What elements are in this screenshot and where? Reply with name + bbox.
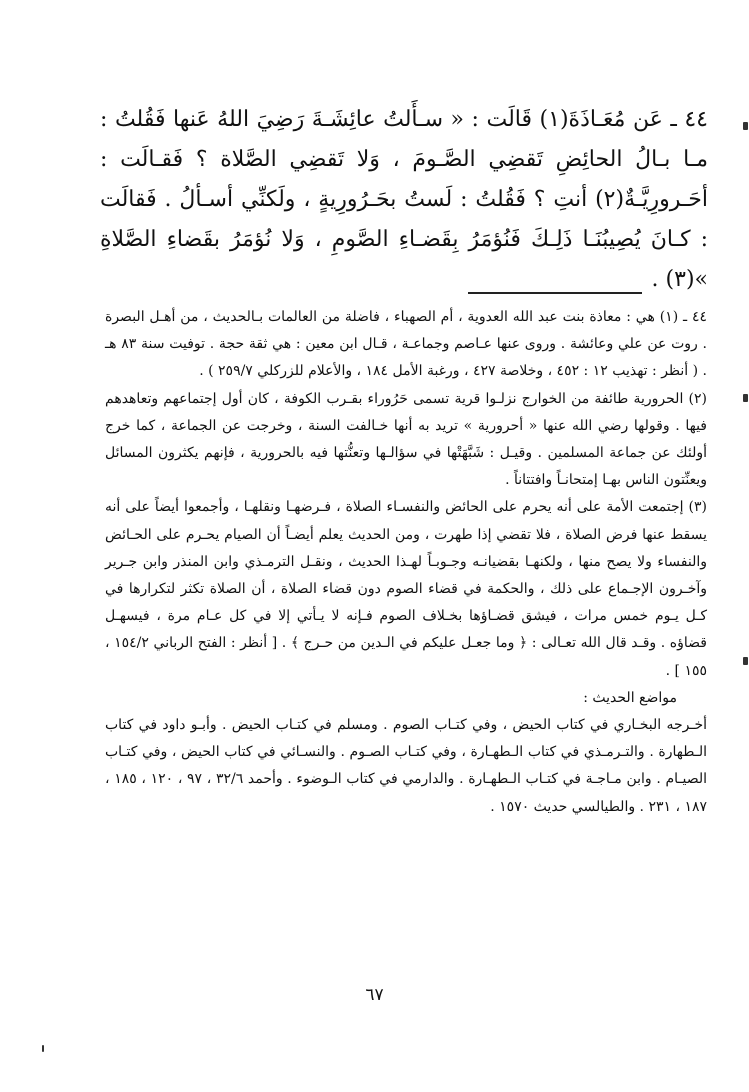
- margin-mark: [42, 1045, 44, 1052]
- margin-mark: [743, 394, 748, 402]
- footnote-1: ٤٤ ـ (١) هي : معاذة بنت عبد الله العدوية ، أم الصهباء ، فاضلة من العالمات بـالحديث ، من أهـل البصرة . روت عن علي وعائشة . وروى عنها عـاصم وجماعـة ، قـال ابن معين : هي ثقة حجة . توفيت سنة ٨٣ هـ . ( أنظر : تهذيب ١٢ : ٤٥٢ ، وخلاصة ٤٢٧ ، ورغبة الأمل ١٨٤ ، والأعلام للزركلي ٢٥٩/٧ ) .: [105, 309, 707, 380]
- footnote-2: (٢) الحرورية طائفة من الخوارج نزلـوا قرية تسمى حَرُوراء بقـرب الكوفة ، كان أول إجتماعهم وتعاهدهم فيها . وقولها رضي الله عنها « أحرورية » تريد به أنها خـالفت السنة ، وخرجت عن الجماعة ، كما خرج أولئك عن جماعة المسلمين . وقيـل : شَبَّهَتْها في سؤالـها وتعنُّتها فيه بالحرورية ، فإنهم يكثرون المسائل ويعنِّتون الناس بهـا إمتحانـاً وافتتاناً .: [105, 390, 707, 489]
- hadith-paragraph: ٤٤ ـ عَن مُعَـاذَةَ(١) قَالَت : « سـأَلتُ عائِشَـةَ رَضِيَ اللهُ عَنها فَقُلتُ : مـا بـالُ الحائِضِ تَقضِي الصَّـومَ ، وَلا تَقضِي الصَّلاة ؟ فَقـالَت : أحَـرورِيَّـةٌ(٢) أنتِ ؟ فَقُلتُ : لَستُ بحَـرُورِيةٍ ، ولَكنِّي أسـألُ . فَقالَت : كـانَ يُصِيبُنَـا ذَلِـكَ فَنُؤمَرُ بِقَضـاءِ الصَّومِ ، وَلا نُؤمَرُ بقَضاءِ الصَّلاةِ »(٣) .: [100, 107, 708, 292]
- hadith-text: [100, 100, 708, 300]
- margin-mark: [743, 657, 748, 665]
- footnote-separator: [468, 292, 642, 294]
- hadith-sources-heading: مواضع الحديث :: [583, 689, 677, 706]
- hadith-sources: أخـرجه البخـاري في كتاب الحيض ، وفي كتـاب الصوم . ومسلم في كتـاب الحيض . وأبـو داود في كتاب الـطهارة . والتـرمـذي في كتاب الـطهـارة ، وفي كتـاب الصـوم . والنسـائي في كتاب الحيض ، وفي كتـاب الصيـام . وابن مـاجـة في كتـاب الـطهـارة . والدارمي في كتاب الـوضوء . وأحمد ٣٢/٦ ، ٩٧ ، ١٢٠ ، ١٨٥ ، ١٨٧ ، ٢٣١ . والطيالسي حديث ١٥٧٠ .: [105, 717, 707, 815]
- footnotes: [105, 304, 707, 821]
- page-number: ٦٧: [365, 985, 384, 1005]
- footnote-3: (٣) إجتمعت الأمة على أنه يحرم على الحائض والنفسـاء الصلاة ، فـرضهـا ونقلهـا ، وأجمعوا أيضاً على أنه يسقط عنها فرض الصلاة ، فلا تقضي إذا طهرت ، ومن الحديث يعلم أيضـاً أن الصيام يحـرم على الحـائض والنفساء ولا يصح منها ، ولكنهـا بقضيانـه وجـوبـاً لهـذا الحديث ، ونقـل الترمـذي وابن المنذر وابن جـرير وآخـرون الإجـماع على ذلك ، والحكمة في قضاء الصوم دون قضاء الصلاة ، أن الصلاة تكثر لتكرارها في كـل يـوم خمس مرات ، فيشق قضـاؤها بخـلاف الصوم فـإنه لا يـأتي إلا في كل عـام مرة ، فيسهـل قضاؤه . وقـد قال الله تعـالى : ﴿ وما جعـل عليكم في الـدين من حـرج ﴾ . [ أنظر : الفتح الرباني ١٥٤/٢ ، ١٥٥ ] .: [105, 499, 708, 679]
- margin-mark: [743, 122, 748, 130]
